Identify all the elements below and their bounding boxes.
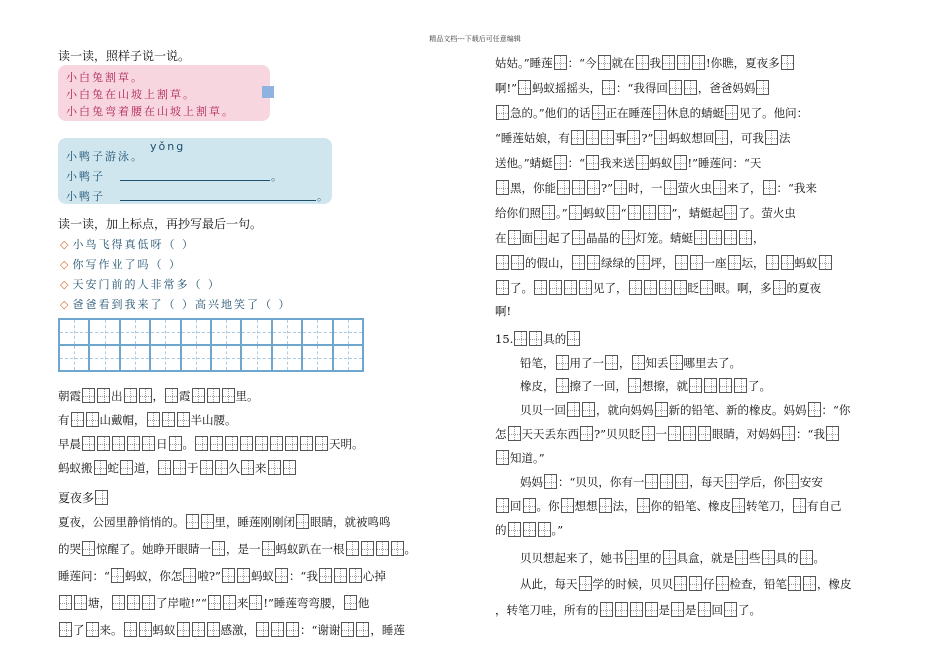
right-story-line-6: 黑，你能 ?” 时，一 萤火虫 来了， ：“我来: [495, 180, 817, 195]
q15-line-3: 贝贝一回 ，就向妈妈 新的铅笔、新的橡皮。妈妈 ：“你: [520, 403, 851, 417]
blue-end-1: 。: [271, 170, 284, 183]
right-story-line-11: 啊!: [495, 304, 512, 318]
blue-end-2: 。: [317, 190, 330, 203]
q15-line-11: ，转笔刀哇，所有的 是 是 回 了。: [495, 603, 761, 617]
pinyin-yong: yǒng: [150, 140, 186, 153]
writing-grid[interactable]: [58, 318, 364, 372]
doc-header: 精品文档---下载后可任意编辑: [429, 35, 521, 43]
q15-line-5: 知道。”: [495, 450, 545, 465]
right-story-line-3: 急的。”他们的话 正在睡莲 休息的蜻蜓 见了。他问：: [495, 105, 808, 120]
punct-item-1: ◇ 小鸟飞得真低呀（ ）: [60, 238, 195, 251]
decoration-square: [262, 86, 274, 98]
right-story-line-7: 给你们照 。” 蚂蚁 “ ”，蜻蜓起 了。萤火虫: [495, 206, 796, 220]
instruction-1: 读一读，照样子说一说。: [58, 49, 191, 63]
left-story-line-1: 夏夜，公园里静悄悄的。 里，睡莲刚刚闭 眼睛，就被鸣鸣: [58, 515, 391, 529]
right-story-line-8: 在 面 起了 晶晶的 灯笼。蜻蜓 ，: [495, 231, 765, 245]
left-story-line-2: 的哭 惊醒了。她睁开眼睛一 ，是一 蚂蚁趴在一根 。: [58, 542, 416, 556]
punct-item-4: ◇ 爸爸看到我来了（ ）高兴地笑了（ ）: [60, 298, 292, 311]
q15-line-6: 妈妈 ：“贝贝，你有一 ，每天 学后，你 安安: [520, 475, 823, 489]
blue-line-3: 小鸭子: [66, 190, 105, 203]
right-story-line-1: 姑姑。”睡莲 ：“今 就在 我 !你瞧，夏夜多: [495, 55, 795, 70]
story-title: 夏夜多: [58, 490, 109, 505]
idiom-row-1: 朝霞 出 ， 霞 里。: [58, 389, 259, 403]
q15-line-9: 贝贝想起来了，她书 里的 具盒，就是 些 具的 。: [520, 551, 825, 565]
example-box-pink: [58, 65, 270, 121]
left-story-line-4: 塘， 了岸啦!”“ 来 !”睡莲弯弯腰， 他: [58, 595, 369, 610]
right-story-line-2: 啊!” 蚂蚁摇摇头， ：“我得回 ，爸爸妈妈: [495, 80, 770, 95]
idiom-row-3: 早晨 日 。 天明。: [58, 437, 364, 451]
blank-line-2[interactable]: [120, 200, 316, 201]
blue-line-2: 小鸭子: [66, 170, 105, 183]
punct-item-3: ◇ 天安门前的人非常多（ ）: [60, 278, 221, 291]
idiom-row-4: 蚂蚁搬 蛇 道， 于 久 来: [58, 460, 297, 475]
example-box-blue: [58, 138, 332, 204]
right-story-line-9: 的假山， 绿绿的 坪， 一座 坛， 蚂蚁: [495, 255, 833, 270]
q15-line-4: 怎 天天丢东西 ?”贝贝眨 一 眼睛，对妈妈 ：“我: [495, 426, 840, 441]
pink-line-2: 小白兔在山坡上割草。: [66, 88, 196, 101]
q15-line-2: 橡皮， 擦了一回， 想擦，就 了。: [520, 379, 771, 393]
q15-line-8: 的 。”: [495, 523, 564, 537]
punct-item-2: ◇ 你写作业了吗（ ）: [60, 258, 182, 271]
left-story-line-5: 了 来。 蚂蚁 感激， ：“谢谢 ，睡莲: [58, 622, 405, 637]
pink-line-3: 小白兔弯着腰在山坡上割草。: [66, 105, 235, 118]
question-15-title: 15. 具的: [495, 331, 581, 346]
blank-line-1[interactable]: [120, 180, 270, 181]
q15-line-1: 铅笔， 用了一 ， 知丢 哪里去了。: [520, 356, 741, 370]
q15-line-10: 从此，每天 学的时候，贝贝 仔 检查，铅笔 ，橡皮: [520, 577, 852, 591]
right-story-line-5: 送他。”蜻蜓 ：“ 我来送 蚂蚁 !”睡莲问：“天: [495, 156, 762, 170]
right-story-line-10: 了。 见了， 眨 眼。啊，多 的夏夜: [495, 280, 821, 295]
pink-line-1: 小白兔割草。: [66, 71, 144, 84]
idiom-row-2: 有 山戴帽， 半山腰。: [58, 413, 237, 427]
left-story-line-3: 睡莲问：“ 蚂蚁，你怎 啦?” 蚂蚁 ：“我 心掉: [58, 569, 386, 583]
right-story-line-4: “睡莲姑娘，有 事 ?” 蚂蚁想回 ，可我 法: [495, 131, 791, 145]
instruction-2: 读一读，加上标点，再抄写最后一句。: [58, 217, 263, 231]
blue-line-1: 小鸭子游泳。: [66, 150, 144, 163]
q15-line-7: 回 。你 想想 法， 你的铅笔、橡皮 转笔刀， 有自己: [495, 498, 842, 513]
